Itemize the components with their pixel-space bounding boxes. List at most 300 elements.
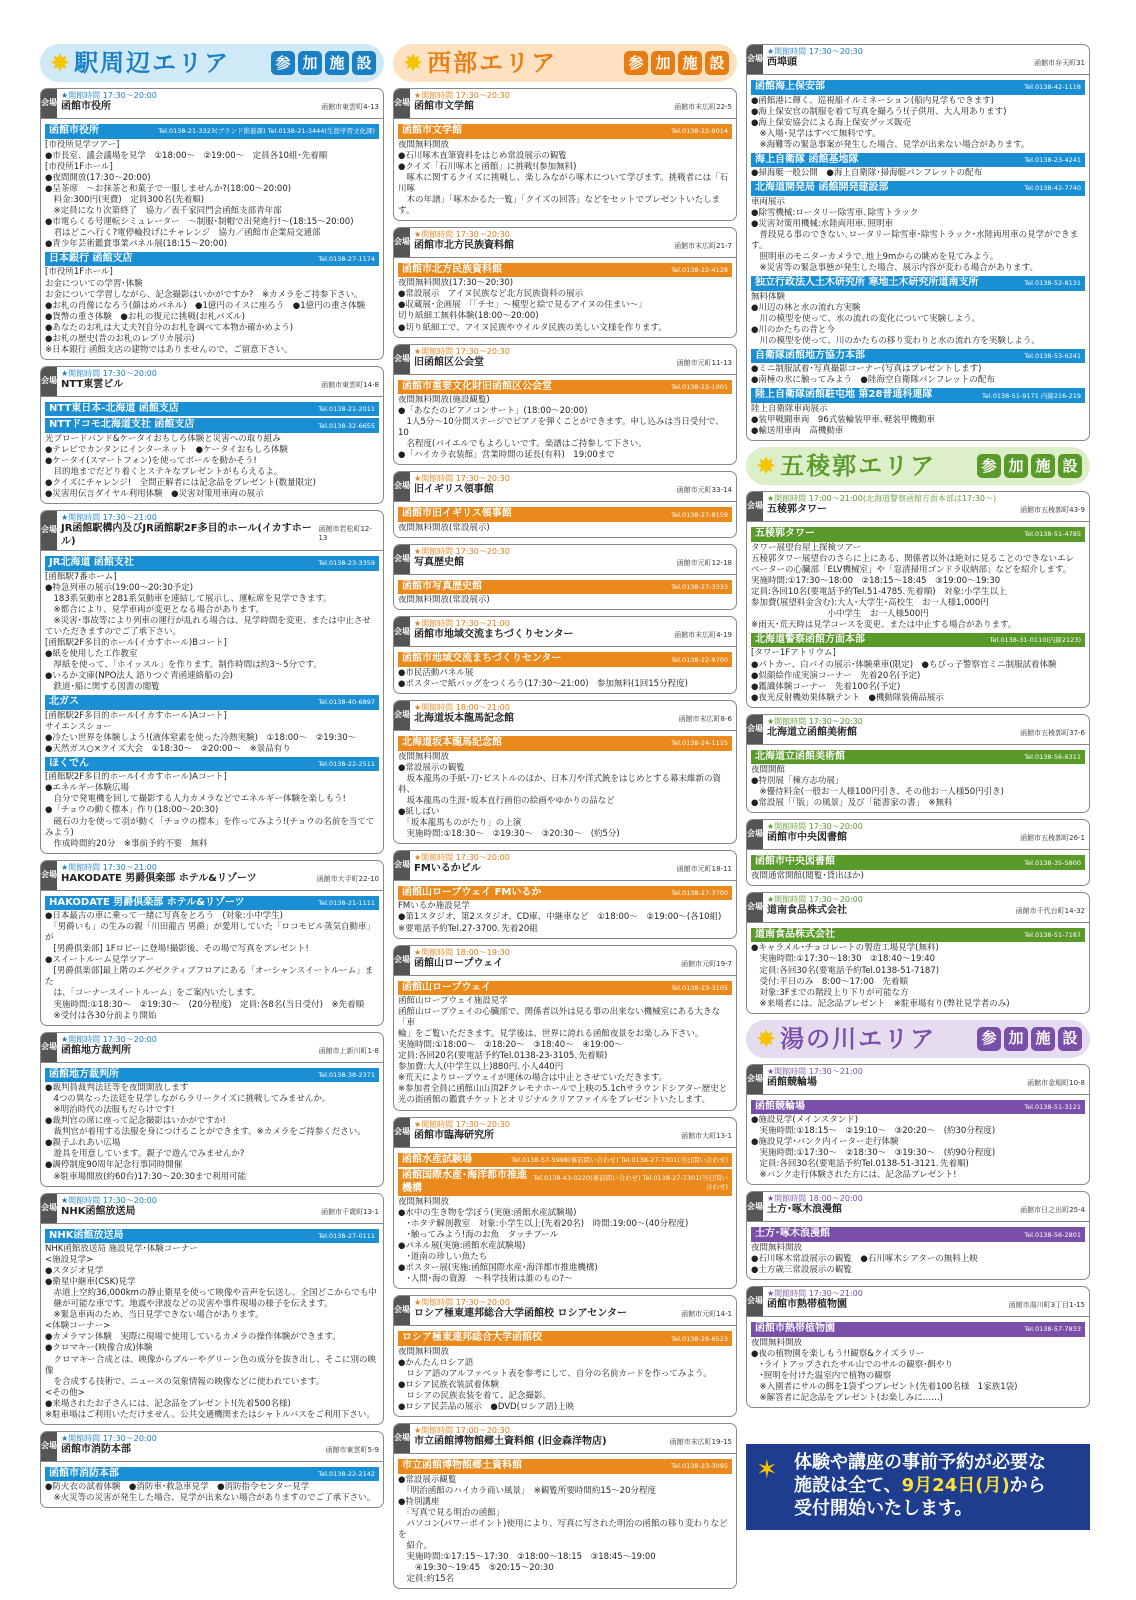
venue-address: 函館市千歳町13-1 — [321, 1207, 379, 1216]
opening-hours: ★開館時間 17:30～20:30 — [414, 346, 510, 356]
detail-line: ●石川啄木直筆資料をはじめ常設展示の観覧 — [398, 150, 567, 161]
detail-line: 実施時間:①17:30～18:00 ②18:15～18:45 ③19:00～19:30 — [751, 575, 1001, 586]
venue-header — [394, 545, 736, 575]
venue-address: 函館市元町12-18 — [676, 558, 732, 567]
detail-line: ●キャラメル･チョコレートの製造工場見学(無料) — [751, 943, 939, 954]
organization-bar — [751, 181, 1085, 196]
badge-char: 加 — [1004, 454, 1028, 478]
detail-line: パソコン(パワーポイント)使用により、写真に写された明治の函館の移り変わりなどを — [398, 1518, 728, 1540]
detail-line: <施設見学> — [45, 1255, 94, 1266]
opening-hours: ★開館時間 17:30～20:00 — [61, 1433, 157, 1443]
opening-hours: ★開館時間 17:00～21:00(北海道警察函館方面本部は17:30～) — [767, 494, 997, 504]
venue-body — [394, 976, 736, 1110]
detail-line: ※バンク走行体験された方には、記念品プレゼント! — [751, 1170, 957, 1181]
detail-line: 坂本龍馬の手紙･刀･ピストルのほか、日本刀や洋式銃をはじめとする幕末維新の資料、 — [398, 773, 722, 795]
participating-badges — [624, 51, 729, 75]
detail-line: ※駐車場はご利用いただけません。公共交通機関またはシャトルバスをご利用下さい。 — [45, 1409, 375, 1420]
venue-name-row — [61, 1045, 379, 1058]
detail-line: ●ミニ制服試着･写真撮影コーナー(写真はプレゼントします) — [751, 364, 982, 375]
venue-name: 函館地方裁判所 — [61, 1044, 131, 1056]
organization-bar — [398, 981, 732, 996]
detail-line: ●あなたのお札は大丈夫?(自分のお札を調べて本物か確かめよう) — [45, 322, 294, 333]
organization-tel: Tel.0138-57-5998(事前問い合わせ) Tel.0138-27-7301(当日問い合わせ) — [511, 1155, 728, 1164]
star-icon: ✶ — [756, 1455, 778, 1485]
detail-line: は、「コーナースイートルーム」をご案内いたします。 — [45, 988, 261, 999]
venue-header-info — [410, 472, 736, 501]
organization-tel: Tel.0138-23-3105 — [671, 983, 728, 992]
opening-hours: ★開館時間 17:30～20:30 — [414, 474, 510, 484]
detail-line: ･照明を付けた温室内で植物の観察 — [751, 1370, 892, 1381]
organization-tel: Tel.0138-51-9171 内線216-219 — [981, 391, 1081, 400]
organization-name: 独立行政法人土木研究所 寒地土木研究所道南支所 — [755, 277, 979, 289]
area-header — [746, 1020, 1090, 1058]
detail-line: [市役所見学ツアー] — [45, 139, 120, 150]
organization-tel: Tel.0138-51-7187 — [1024, 931, 1081, 940]
venue-header — [747, 1065, 1089, 1095]
venue-header-info — [410, 946, 736, 975]
detail-line: 照明車のモニターカメラで､地上9mからの眺めを見てみよう。 — [751, 252, 999, 263]
venue-header-info — [410, 89, 736, 118]
detail-line: ※参加者全員に函館山山頂2Fクレモナホールで上映の5.1chサラウンドシアター歴史と — [398, 1084, 728, 1095]
organization-name: NTT東日本-北海道 函館支店 — [49, 402, 179, 414]
detail-line: 夜間無料開放 — [751, 1337, 803, 1348]
detail-line: ●特別講座 — [398, 1496, 440, 1507]
venue-card — [40, 1193, 384, 1425]
venue-badge: 会場 — [41, 367, 57, 396]
detail-line: [市役所1Fホール] — [45, 161, 113, 172]
detail-line: 裁判官が着用する法服を身につけることができます。※カメラをご持参ください。 — [45, 1127, 366, 1138]
venue-header — [41, 1432, 383, 1462]
venue-address: 函館市末広町4-19 — [674, 631, 732, 640]
detail-line: ●川辺の林と水の流れ方実験 — [751, 302, 861, 313]
detail-line: ※入場･見学はすべて無料です。 — [751, 128, 881, 139]
badge-char: 設 — [1058, 1027, 1082, 1051]
organization-bar — [398, 124, 732, 139]
organization-bar — [751, 1322, 1085, 1337]
venue-name: 函館市熱帯植物園 — [767, 1299, 847, 1311]
detail-line: ●いるか文庫(NPO法人 語りつぐ青函連絡船の会) — [45, 671, 233, 682]
venue-header-info — [410, 851, 736, 880]
organization-tel: Tel.0138-24-1115 — [671, 739, 728, 748]
detail-line: 光ブロードバンド&ケータイおもしろ体験と災害への取り組み — [45, 433, 281, 444]
participating-badges — [271, 51, 376, 75]
detail-line: ※来場者には、記念品プレゼント ※駐車場有り(弊社見学者のみ) — [751, 998, 1010, 1009]
detail-line: 夜間通常開館(閲覧･貸出ほか) — [751, 870, 864, 881]
detail-line: ●エネルギー体験広場 — [45, 783, 129, 794]
detail-line: 切り紙細工無料体験(18:00～20:00) — [398, 311, 539, 322]
organization-bar — [751, 80, 1085, 95]
venue-header-info — [763, 893, 1089, 922]
venue-body — [394, 731, 736, 843]
detail-line: [函館駅7番ホーム] — [45, 571, 117, 582]
venue-header-info — [410, 545, 736, 574]
venue-address: 函館市元町33-14 — [676, 486, 732, 495]
venue-header-info — [763, 1287, 1089, 1316]
detail-line: ●常設展示の観覧 — [398, 762, 465, 773]
detail-line: ●特急列車の展示(19:00～20:30予定) — [45, 582, 194, 593]
participating-badges — [977, 1027, 1082, 1051]
column-1 — [40, 44, 384, 1514]
venue-badge: 会場 — [394, 472, 410, 501]
venue-address: 函館市五稜郭町37-6 — [1020, 728, 1085, 737]
detail-line: ●「あなたのピアノコンサート」(18:00～20:00) — [398, 406, 588, 417]
venue-body — [41, 551, 383, 853]
venue-header-info — [410, 228, 736, 257]
detail-line: ●クロマキー(映像合成)体験 — [45, 1343, 153, 1354]
organization-tel: Tel.0138-21-1111 — [318, 898, 375, 907]
detail-line: ●パトカー、白バイの展示･体験乗車(限定) ●ちびっ子警察官ミニ制服試着体験 — [751, 659, 1057, 670]
badge-char: 加 — [298, 51, 322, 75]
badge-char: 加 — [651, 51, 675, 75]
venue-card — [40, 860, 384, 1026]
detail-line: ④19:30～19:45 ⑤20:15～20:30 — [398, 1563, 554, 1574]
detail-line: お金についての学習･体験 — [45, 278, 143, 289]
detail-line: ●カメラマン体験 実際に現場で使用しているカメラの操作体験ができます。 — [45, 1332, 341, 1343]
detail-line: 自分で発電機を回して撮影する人力カメラなどでエネルギー体験を楽しもう! — [45, 794, 346, 805]
detail-line: ※要電話予約Tel.27-3700､先着20組 — [398, 923, 538, 934]
venue-address: 函館市末広町22-5 — [674, 103, 732, 111]
venue-header — [747, 45, 1089, 75]
detail-line: ※荒天によりロープウェイが運休の場合は中止とさせていただきます。 — [398, 1073, 668, 1084]
detail-line: 夜間無料開放(17:30～20:30) — [398, 278, 514, 289]
venue-card — [746, 1064, 1090, 1186]
venue-header — [41, 861, 383, 891]
detail-line: ※雨天･荒天時は見学コースを変更、または中止する場合があります。 — [751, 619, 1017, 630]
venue-name-row — [767, 1299, 1085, 1312]
detail-line: ･ホタテ解剖教室 対象:小学生以上(先着20名) 時間:19:00～(40分程度) — [398, 1219, 689, 1230]
venue-body — [747, 1222, 1089, 1279]
detail-line: 紹介。 — [398, 1540, 433, 1551]
organization-name: 道南食品株式会社 — [755, 928, 835, 940]
detail-line: ●紙を使用した工作教室 — [45, 648, 138, 659]
detail-line: 夜間無料開放 — [398, 751, 450, 762]
organization-name: 函館国際水産･海洋都市推進機構 — [402, 1170, 527, 1194]
opening-hours: ★開館時間 17:30～20:00 — [414, 852, 510, 862]
venue-body — [41, 891, 383, 1025]
organization-tel: Tel.0138-21-3323(ブランド推進課) Tel.0138-21-3444(生涯学習文化課) — [158, 127, 375, 136]
detail-line: 厚紙を使って、「ホイッスル」を作ります。制作時間は約3～5分です。 — [45, 660, 322, 670]
venue-address: 函館市日之出町25-4 — [1020, 1206, 1085, 1215]
venue-name: FMいるかビル — [414, 862, 481, 874]
detail-line: 定員:各回30名(要電話予約Tel.0138-51-7187) — [751, 965, 940, 976]
organization-bar — [751, 750, 1085, 765]
venue-name-row — [414, 557, 732, 570]
badge-char: 施 — [1031, 1027, 1055, 1051]
organization-tel: Tel.0138-42-7740 — [1024, 184, 1081, 193]
organization-name: 函館市重要文化財旧函館区公会堂 — [402, 380, 552, 392]
organization-tel: Tel.0138-27-3700 — [671, 889, 728, 898]
organization-name: 函館山ロープウェイ — [402, 981, 492, 993]
organization-bar — [398, 1153, 732, 1168]
detail-line: ※火災等の災害が発生した場合、見学が出来ない場合がありますのでご了承下さい。 — [45, 1493, 376, 1504]
venue-name-row — [414, 1130, 732, 1143]
detail-line: FMいるか施設見学 — [398, 901, 470, 912]
detail-line: ●施設見学(メインスタンド) — [751, 1115, 859, 1126]
badge-char: 設 — [1058, 454, 1082, 478]
organization-bar — [751, 928, 1085, 943]
venue-name-row — [414, 240, 732, 253]
detail-line: ●天然ガス○×クイズ大会 ①18:30～ ②20:00～ ※景品有り — [45, 743, 291, 754]
detail-line: ●クイズ「石川啄木と函館」に挑戦!(参加無料) — [398, 161, 577, 172]
venue-header-info — [410, 617, 736, 646]
venue-name-row — [767, 905, 1085, 918]
venue-name-row — [767, 57, 1085, 70]
organization-bar — [398, 580, 732, 595]
venue-header-info — [57, 1033, 383, 1062]
detail-line: ●冷たい世界を体験しよう!(液体窒素を使った冷熱実験) ①18:00～ ②19:30～ — [45, 732, 357, 743]
venue-address: 函館市元町18-11 — [676, 864, 732, 873]
venue-header-info — [763, 1192, 1089, 1221]
venue-badge: 会場 — [41, 1194, 57, 1223]
detail-line: ●ポスター展(実施:函館国際水産･海洋都市推進機構) — [398, 1263, 598, 1274]
venue-card — [746, 892, 1090, 1014]
organization-tel: Tel.0138-22-2511 — [318, 760, 375, 769]
detail-line: ●夜光反射機効果体験テント ●機動隊装備品展示 — [751, 692, 944, 703]
venue-badge: 会場 — [394, 228, 410, 257]
venue-name-row — [414, 1308, 732, 1321]
venue-name: 五稜郭タワー — [767, 504, 827, 516]
organization-tel: Tel.0138-43-0220(事前問い合わせ) Tel.0138-27-7301(当日問い合わせ) — [533, 1174, 728, 1191]
organization-name: 北海道立函館美術館 — [755, 750, 845, 762]
detail-line: ●函館港に輝く、巡視船イルミネーション(船内見学もできます) — [751, 95, 995, 106]
venue-card — [40, 510, 384, 854]
venue-header-info — [57, 1432, 383, 1461]
detail-line: ●災害対策用機械:水陸両用車､照明車 — [751, 218, 894, 229]
star-icon: ✸ — [50, 49, 71, 77]
detail-line: ●市電らくる号運転シミュレーター ～制服･制帽で出発進行!～(18:15～20:00) — [45, 216, 354, 227]
opening-hours: ★開館時間 17:30～21:00 — [767, 1289, 863, 1299]
badge-char: 施 — [678, 51, 702, 75]
detail-line: ●施設見学･バンク内イーター走行体験 — [751, 1137, 899, 1148]
venue-body — [394, 1454, 736, 1588]
venue-card — [40, 1032, 384, 1187]
detail-line: 名程度(バイエルでもよろしいです。楽譜はご持参して下さい。 — [398, 439, 647, 450]
detail-line: 夜間開館 — [751, 765, 786, 776]
venue-badge: 会場 — [394, 946, 410, 975]
detail-line: ●ケータイ(スマートフォン)を使ってボールを動かそう! — [45, 455, 257, 466]
detail-line: ●夜間開放(17:30～20:00) — [45, 172, 151, 183]
area-header — [746, 447, 1090, 485]
area-title: 五稜郭エリア — [780, 452, 937, 481]
detail-line: 「写真で見る明治の函館」 — [398, 1507, 505, 1518]
detail-line: ●災害用伝言ダイヤル利用体験 ●災害対策用車両の展示 — [45, 489, 264, 500]
venue-badge: 会場 — [747, 820, 763, 849]
venue-card — [393, 850, 737, 939]
detail-line: ●ロシア民族衣装試着体験 — [398, 1380, 499, 1391]
detail-line: 夜間無料開放 — [398, 139, 450, 150]
venue-address: 函館市末広町8-6 — [678, 715, 732, 724]
venue-name-row — [767, 832, 1085, 845]
organization-tel: Tel.0138-31-0110(内線2123) — [989, 636, 1081, 645]
column-3 — [746, 44, 1090, 1414]
detail-line: ●常設展示観覧 — [398, 1474, 457, 1485]
venue-header — [747, 820, 1089, 850]
venue-address: 函館市金堀町10-8 — [1027, 1078, 1085, 1087]
detail-line: 受付:平日のみ 8:00～17:00 先着順 — [751, 976, 908, 987]
detail-line: 実施時間:①17:30～18:30 ②18:40～19:40 — [751, 954, 936, 965]
venue-badge: 会場 — [394, 701, 410, 730]
detail-line: ※緊急車両のため、当日見学できない場合があります。 — [45, 1310, 264, 1321]
opening-hours: ★開館時間 17:30～20:00 — [414, 1298, 510, 1308]
venue-card — [393, 1423, 737, 1589]
venue-header — [394, 89, 736, 119]
badge-char: 加 — [1004, 1027, 1028, 1051]
detail-line: [函館駅2F多目的ホール(イカすホール)Bコート] — [45, 637, 227, 648]
detail-line: タワー展望台屋上探検ツアー — [751, 542, 862, 553]
organization-tel: Tel.0138-23-4241 — [1024, 155, 1081, 164]
venue-body — [41, 397, 383, 503]
venue-header — [394, 701, 736, 731]
venue-header-info — [57, 367, 383, 396]
organization-bar — [751, 388, 1085, 403]
detail-line: 対象:3Fまでの階段上り下りが可能な方 — [751, 987, 909, 998]
organization-tel: Tel.0138-35-5800 — [1024, 858, 1081, 867]
notice-line-3: 受付開始いたします。 — [794, 1498, 973, 1520]
organization-bar — [751, 1100, 1085, 1115]
detail-line: 君はどこへ行く?電停輪投げにチャレンジ 協力／函館市企業局交通部 — [45, 227, 321, 238]
organization-name: 北海道開発局 函館開発建設部 — [755, 182, 889, 194]
venue-badge: 会場 — [394, 1118, 410, 1147]
venue-name: JR函館駅構内及びJR函館駅2F多目的ホール(イカすホール) — [61, 523, 312, 547]
detail-line: ●掃海艇一般公開 ●海上自衛隊･掃海艇パンフレットの配布 — [751, 168, 983, 179]
organization-tel: Tel.0138-52-8131 — [1024, 279, 1081, 288]
detail-line: ●調停制度90周年記念行事同時開催 — [45, 1160, 183, 1171]
star-icon: ✸ — [403, 49, 424, 77]
area-title: 西部エリア — [427, 49, 558, 77]
venue-name: 函館市文学館 — [414, 101, 474, 112]
venue-card — [40, 1431, 384, 1509]
venue-name: 函館市役所 — [61, 101, 111, 112]
detail-line: 五稜郭タワー展望台のさらに上にある、関係者以外は絶対に見ることのできないエレ — [751, 553, 1075, 564]
badge-char: 施 — [325, 51, 349, 75]
detail-line: ･道南の珍しい魚たち — [398, 1252, 488, 1263]
venue-badge: 会場 — [41, 511, 57, 550]
detail-line: ●パネル展(実施:函館水産試験場) — [398, 1241, 526, 1252]
venue-name: 函館市北方民族資料館 — [414, 239, 514, 251]
detail-line: ●海上保安協会による海上保安グッズ販売 — [751, 117, 911, 128]
venue-card — [393, 544, 737, 611]
organization-name: 函館山ロープウェイ FMいるか — [402, 886, 542, 898]
detail-line: ●収蔵展･企画展 「「チセ」～模型と絵で見るアイヌの住まい～」 — [398, 300, 647, 311]
venue-card — [393, 1295, 737, 1417]
detail-line: 参加費:大人(中学生以上)880円､小人440円 — [398, 1062, 564, 1073]
venue-body — [394, 375, 736, 465]
detail-line: <その他> — [45, 1387, 85, 1398]
detail-line: 夜間無料開放 — [398, 1346, 450, 1357]
detail-line: ●南極の氷に触ってみよう ●陸海空自衛隊パンフレットの配布 — [751, 375, 995, 386]
organization-name: 函館地方裁判所 — [49, 1068, 119, 1080]
organization-tel: Tel.0138-23-3095 — [671, 1462, 728, 1471]
detail-line: 鉄道･船に関する図書の閲覧 — [45, 682, 160, 693]
venue-card — [746, 1286, 1090, 1408]
detail-line: 車両展示 — [751, 196, 786, 207]
organization-bar — [45, 695, 379, 710]
detail-line: NHK函館放送局 施設見学･体験コーナー — [45, 1244, 198, 1255]
venue-badge: 会場 — [394, 851, 410, 880]
opening-hours: ★開館時間 17:30～20:30 — [767, 716, 863, 726]
organization-name: ほくでん — [49, 757, 89, 769]
detail-line: ●スタジオ見学 — [45, 1266, 104, 1277]
badge-char: 参 — [977, 454, 1001, 478]
venue-header — [41, 511, 383, 551]
venue-address: 函館市元町19-7 — [681, 959, 732, 968]
detail-line: ●ポスターで紙バッグをつくろう(17:30～21:00) 参加無料(1回15分程度) — [398, 678, 688, 689]
organization-bar — [45, 1467, 379, 1482]
detail-line: [男爵倶楽部]最上階のエグゼクティブフロアにある「オーシャンスイートルーム」また — [45, 966, 374, 988]
venue-name-row — [414, 484, 732, 497]
organization-name: 北海道警察函館方面本部 — [755, 633, 865, 645]
organization-name: NHK函館放送局 — [49, 1229, 124, 1241]
detail-line: を合成する技術で、ニュースの気象情報の映像などに使われています。 — [45, 1376, 325, 1387]
detail-line: クロマキー合成とは、映像からブルーやグリーン色の成分を抜き出し、そこに別の映像 — [45, 1354, 376, 1376]
detail-line: 実施時間:①18:30～ ②19:30～ (20分程度) 定員:各8名(当日受付) ※先着順 — [45, 999, 365, 1010]
organization-name: 五稜郭タワー — [755, 528, 815, 540]
opening-hours: ★開館時間 17:30～20:30 — [414, 546, 510, 556]
venue-badge: 会場 — [41, 89, 57, 118]
detail-line: 啄木に関するクイズに挑戦し、楽しみながら啄木について学びます。挑戦者には「石川啄 — [398, 172, 729, 194]
venue-body — [394, 1148, 736, 1289]
detail-line: 「男爵いも」の生みの親「川田龍吉 男爵」が愛用していた「ロコモビル蒸気自動車」が — [45, 922, 375, 944]
detail-line: ●来場されたお子さんには、記念品をプレゼント!(先着500名様) — [45, 1398, 291, 1409]
organization-name: 函館市消防本部 — [49, 1467, 119, 1479]
detail-line: ●親子ふれあい広場 — [45, 1138, 121, 1149]
venue-name-row — [61, 873, 379, 886]
detail-line: お金について学習しながら、記念撮影はいかがですか? ※カメラをご持参下さい。 — [45, 289, 363, 300]
detail-line: ※定員になり次第終了 協力／表千家同門会函館支部青年部 — [45, 205, 282, 216]
star-icon: ✸ — [756, 1024, 777, 1053]
detail-line: 輪」をご覧いただきます。見学後は、世界に誇れる函館夜景をお楽しみ下さい。 — [398, 1029, 704, 1040]
venue-badge: 会場 — [41, 861, 57, 890]
opening-hours: ★開館時間 18:00～19:30 — [414, 947, 510, 957]
organization-bar — [45, 418, 379, 433]
detail-line: ●クイズにチャレンジ! 全問正解者には記念品をプレゼント(数量限定) — [45, 478, 316, 489]
detail-line: [函館駅2F多目的ホール(イカすホール)Aコート] — [45, 772, 227, 783]
detail-line: 「明治函館のハイカラ商い風景」 ※観覧所要時間約15～20分程度 — [398, 1485, 657, 1496]
venue-header — [394, 617, 736, 647]
badge-char: 設 — [705, 51, 729, 75]
organization-name: 北海道坂本龍馬記念館 — [402, 737, 502, 749]
venue-body — [747, 1317, 1089, 1407]
detail-line: 坂本龍馬の生涯･坂本直行画伯の絵画やゆかりの品など — [398, 795, 615, 806]
venue-name: NHK函館放送局 — [61, 1205, 136, 1217]
organization-tel: Tel.0138-40-6897 — [318, 698, 375, 707]
venue-name-row — [61, 1206, 379, 1219]
venue-header-info — [57, 861, 383, 890]
detail-line: 夜間無料開放 — [751, 1242, 803, 1253]
detail-line: 函館山ロープウェイ施設見学 — [398, 996, 508, 1007]
detail-line: [男爵倶楽部] 1Fロビーに登場!撮影後、その場で写真をプレゼント! — [45, 944, 309, 955]
organization-name: 北ガス — [49, 696, 79, 708]
venue-body — [394, 647, 736, 693]
venue-badge: 会場 — [394, 545, 410, 574]
venue-header — [394, 472, 736, 502]
venue-name: 土方･啄木浪漫館 — [767, 1204, 842, 1216]
venue-header-info — [57, 1194, 383, 1223]
venue-header-info — [57, 89, 383, 118]
detail-line: ●日本最古の車に乗って一緒に写真をとろう (対象:小中学生) — [45, 911, 283, 922]
detail-line: ロシア語のアルファベット表を参考にして、自分の名前カードを作ってみよう。 — [398, 1368, 712, 1379]
opening-hours: ★開館時間 18:00～21:00 — [414, 703, 510, 713]
venue-address: 函館市大手町22-10 — [316, 874, 379, 883]
venue-badge: 会場 — [394, 89, 410, 118]
opening-hours: ★開館時間 17:30～21:00 — [61, 862, 157, 872]
venue-header-info — [410, 345, 736, 374]
venue-header — [747, 893, 1089, 923]
venue-address: 函館市千代台町14-32 — [1015, 906, 1085, 915]
detail-line: ●夜の植物園を楽しもう!!観察&クイズラリー — [751, 1348, 925, 1359]
venue-name: 函館競輪場 — [767, 1076, 817, 1088]
venue-name: 西埠頭 — [767, 57, 797, 68]
